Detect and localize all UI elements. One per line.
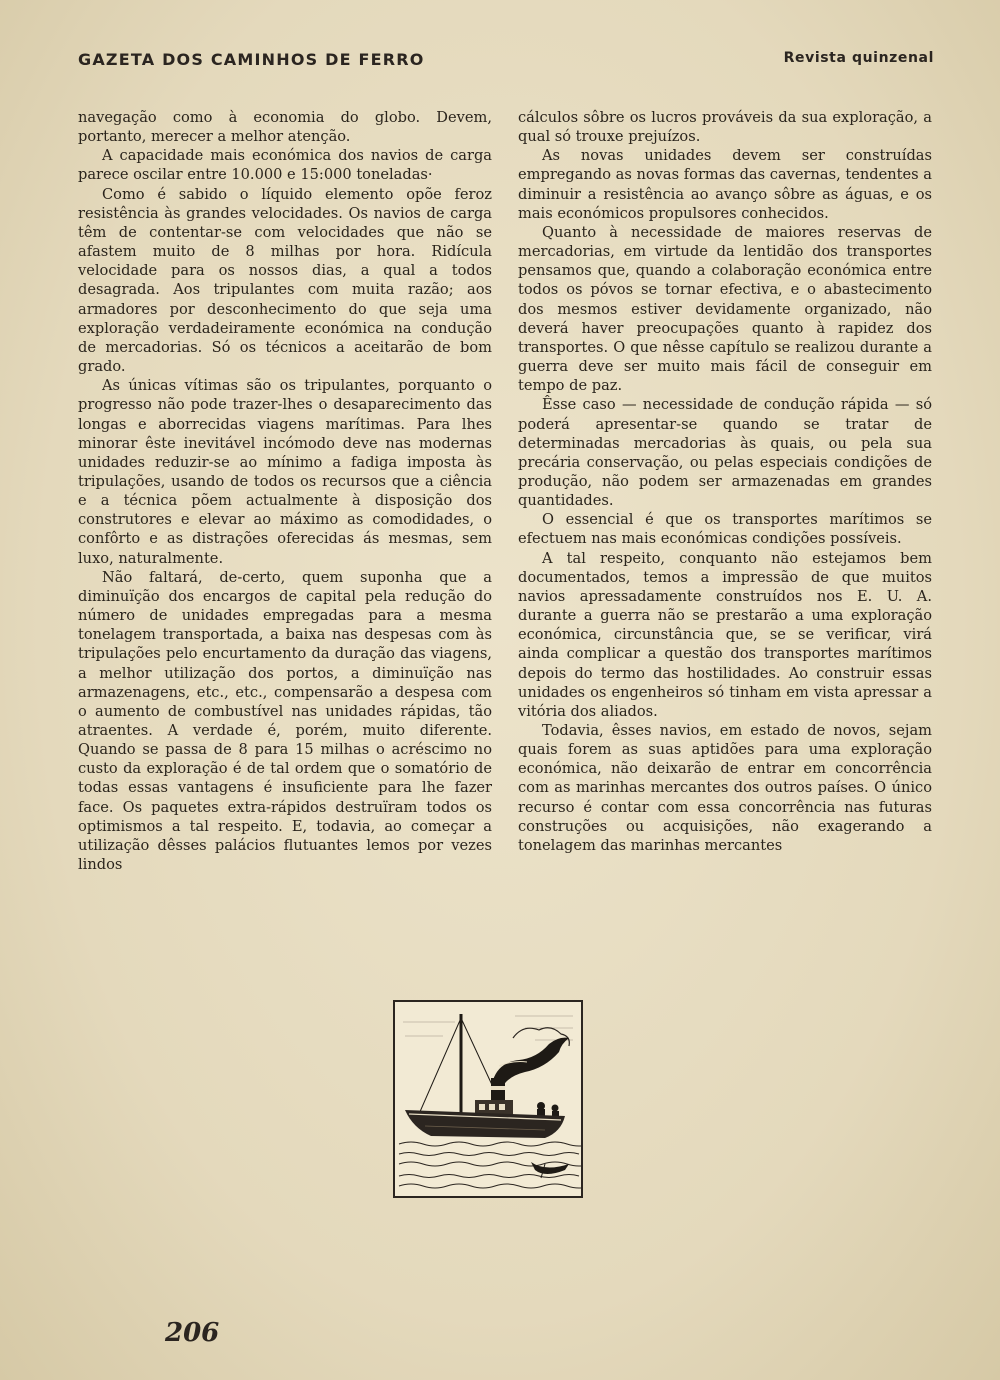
paragraph: Como é sabido o líquido elemento opõe feroz resistência às grandes velocidades. Os navios de carga têm de contentar-se com velocidades que não se afastem muito de 8 milhas por hora. Ridícula velocidade para os nossos dias, a qual a todos desagrada. Aos tripulantes com muita razão; aos armadores por desconhecimento do que seja uma exploração verdadeiramente económica na condução de mercadorias. Só os técnicos a aceitarão de bom grado. [78,185,492,376]
left-column [78,108,492,874]
journal-title: GAZETA DOS CAMINHOS DE FERRO [78,50,425,69]
paragraph: Todavia, êsses navios, em estado de novos, sejam quais forem as suas aptidões para uma exploração económica, não deixarão de entrar em concorrência com as marinhas mercantes dos outros países. O único recurso é contar com essa concorrência nas futuras construções ou acquisições, não exagerando a tonelagem das marinhas mercantes [518,722,932,854]
paragraph: As únicas vítimas são os tripulantes, porquanto o progresso não pode trazer-lhes o desaparecimento das longas e aborrecidas viagens marítimas. Para lhes minorar êste inevitável incómodo deve nas modernas unidades reduzir-se ao mínimo a fadiga imposta às tripulações, usando de todos os recursos que a ciência e a técnica põem actualmente à disposição dos construtores e elevar ao máximo as comodidades, o confôrto e as distrações oferecidas ás mesmas, sem luxo, naturalmente. [78,377,492,567]
paragraph: As novas unidades devem ser construídas empregando as novas formas das cavernas, tendentes a diminuir a resistência ao avanço sôbre as águas, e os mais económicos propulsores conhecidos. [518,147,932,222]
steamship-icon [395,1002,581,1196]
right-column [518,108,932,855]
paragraph: Êsse caso — necessidade de condução rápida — só poderá apresentar-se quando se tratar de determinadas mercadorias às quais, ou pela sua precária conservação, ou pelas especiais condições de produção, não podem ser armazenadas em grandes quantidades. [518,396,932,510]
paragraph: A capacidade mais económica dos navios de carga parece oscilar entre 10.000 e 15:000 toneladas· [78,147,492,184]
paragraph: O essencial é que os transportes marítimos se efectuem nas mais económicas condições possíveis. [518,511,932,548]
page-number: 206 [165,1318,220,1348]
paragraph: Não faltará, de-certo, quem suponha que a diminuïção dos encargos de capital pela redução do número de unidades empregadas para a mesma tonelagem transportada, a baixa nas despesas com às tripulações pelo encurtamento da duração das viagens, a melhor utilização dos portos, a diminuïção nas armazenagens, etc., etc., compensarão a despesa com o aumento de combustível nas unidades rápidas, tão atraentes. A verdade é, porém, muito diferente. Quando se passa de 8 para 15 milhas o acréscimo no custo da exploração é de tal ordem que o somatório de todas essas vantagens é insuficiente para lhe fazer face. Os paquetes extra-rápidos destruïram todos os optimismos a tal respeito. E, todavia, ao começar a utilização dêsses palácios flutuantes lemos por vezes lindos [78,568,492,874]
paragraph: A tal respeito, conquanto não estejamos bem documentados, temos a impressão de que muitos navios apressadamente construídos nos E. U. A. durante a guerra não se prestarão a uma exploração económica, circunstância que, se se verificar, virá ainda complicar a questão dos transportes marítimos depois do termo das hostilidades. Ao construir essas unidades os engenheiros só tinham em vista apressar a vitória dos aliados. [518,549,932,720]
paragraph: Quanto à necessidade de maiores reservas de mercadorias, em virtude da lentidão dos transportes pensamos que, quando a colaboração económica entre todos os póvos se tornar efectiva, e o abastecimento dos mesmos estiver devidamente organizado, não deverá haver preocupações quanto à rapidez dos transportes. O que nêsse capítulo se realizou durante a guerra deve ser muito mais fácil de conseguir em tempo de paz. [518,223,932,395]
paragraph: cálculos sôbre os lucros prováveis da sua exploração, a qual só trouxe prejuízos. [518,109,932,146]
steamship-woodcut-illustration [393,1000,583,1198]
running-head [78,44,934,74]
journal-subtitle: Revista quinzenal [783,50,934,66]
paragraph: navegação como à economia do globo. Devem, portanto, merecer a melhor atenção. [78,109,492,146]
